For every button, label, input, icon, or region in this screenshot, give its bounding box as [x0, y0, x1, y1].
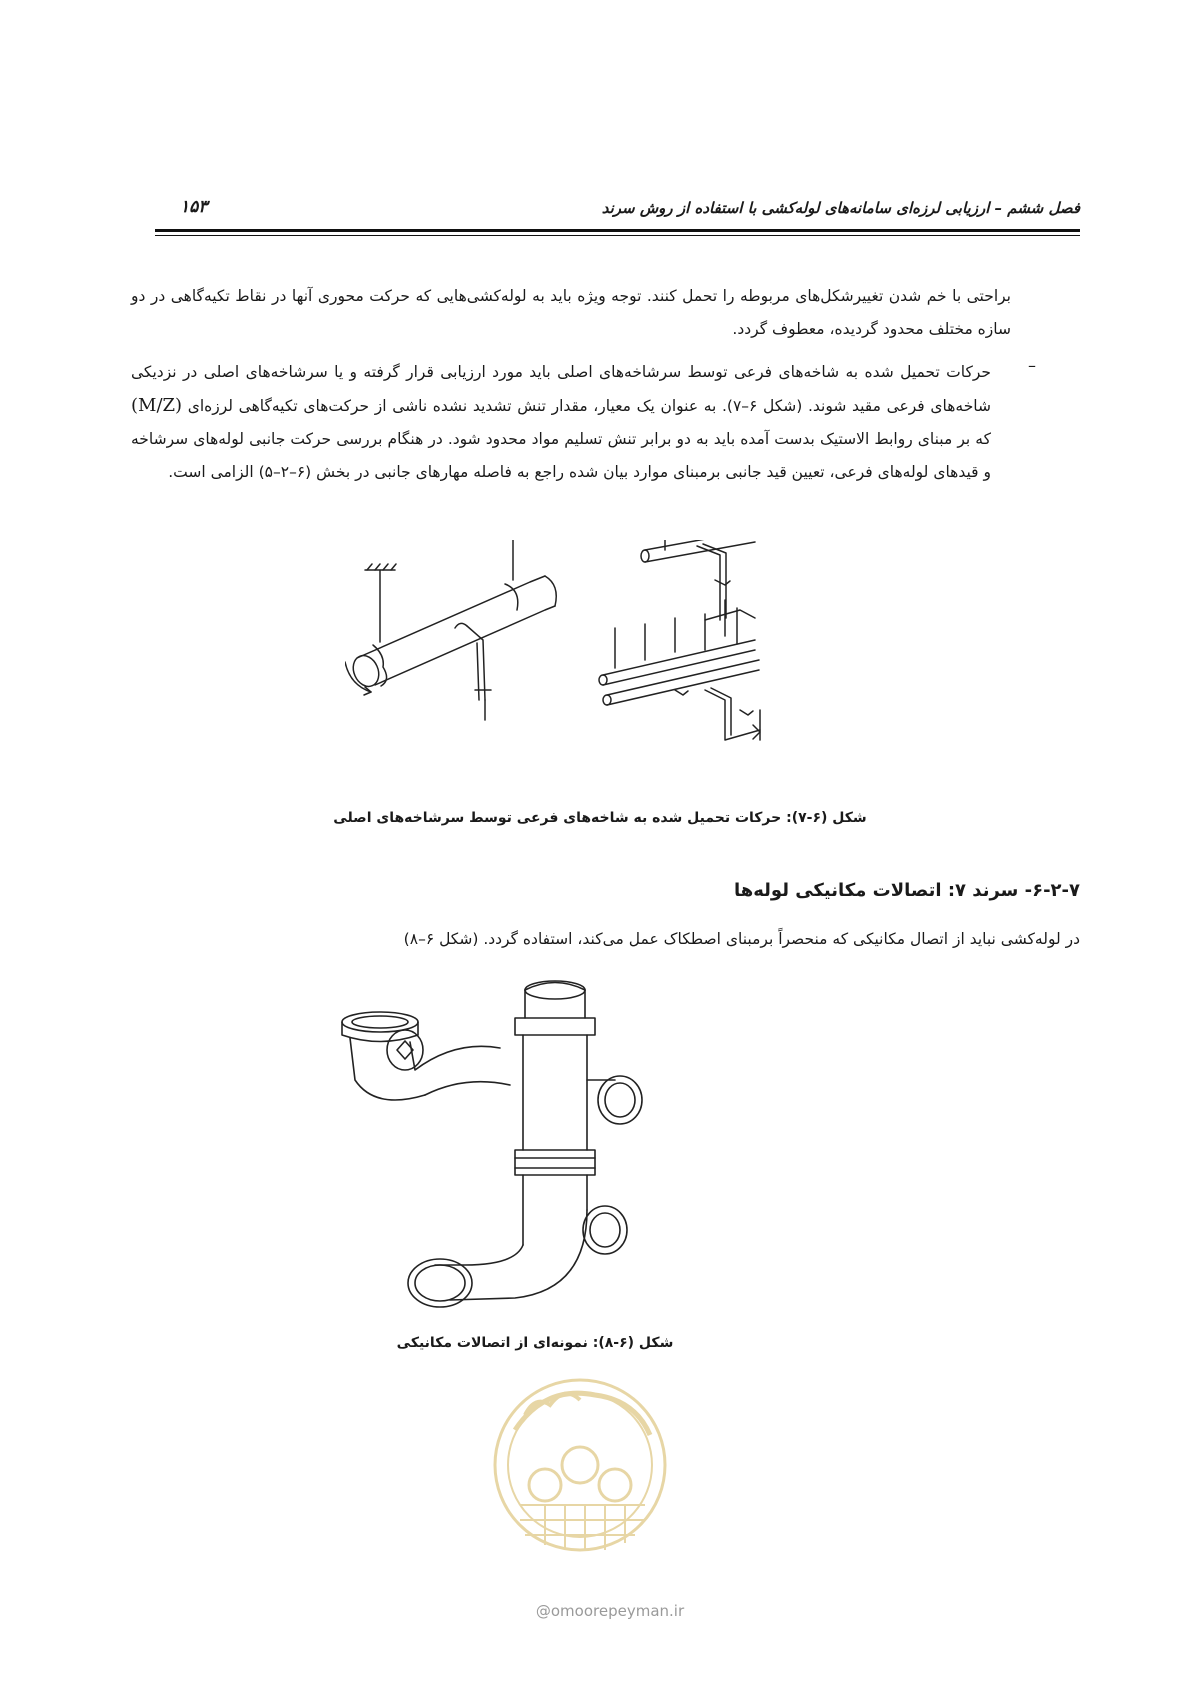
hanging-main-pipe-illustration: [345, 540, 556, 720]
figure-branch-movement-drawing: [345, 540, 825, 785]
body-paragraph-1: براحتی با خم شدن تغییرشکل‌های مربوطه را تحمل کنند. توجه ویژه باید به لوله‌کشی‌هایی که حرکت محوری آنها در نقاط تکیه‌گاهی در دو سازه مختلف محدود گردیده، معطوف گردد.: [131, 287, 1011, 338]
paragraph-2-part-1: حرکات تحمیل شده به شاخه‌های فرعی توسط سرشاخه‌های اصلی باید مورد ارزیابی قرار گرفته و یا سرشاخه‌های اصلی در نزدیکی شاخه‌های فرعی مقید شوند. (شکل ۶–۷). به عنوان یک معیار، مقدار تنش تشدید نشده ناشی از حرکت‌های تکیه‌گاهی لرزه‌ای: [131, 363, 991, 415]
running-header-title: فصل ششم – ارزیابی لرزه‌ای سامانه‌های لوله‌کشی با استفاده از روش سرند: [601, 199, 1080, 217]
watermark-site: @omoorepeyman.ir: [535, 1602, 685, 1620]
figure-1-caption: شکل (۶-۷): حرکات تحمیل شده به شاخه‌های فرعی توسط سرشاخه‌های اصلی: [333, 810, 867, 826]
figure-mechanical-joint-drawing: [315, 980, 755, 1320]
header-rule-thick: [155, 229, 1080, 232]
body-paragraph-3: در لوله‌کشی نباید از اتصال مکانیکی که منحصراً برمبنای اصطکاک عمل می‌کند، استفاده گردد. (شکل ۶–۸): [403, 930, 1080, 948]
section-heading: ۶-۲-۷- سرند ۷: اتصالات مکانیکی لوله‌ها: [734, 880, 1080, 901]
page-number: ۱۵۳: [180, 197, 208, 217]
branch-pipe-network-illustration: [599, 540, 760, 740]
watermark-logo: [485, 1345, 695, 1595]
paragraph-2-part-2: که بر مبنای روابط الاستیک بدست آمده باید به دو برابر تنش تسلیم مواد محدود شود. در هنگام بررسی حرکت جانبی لوله‌های سرشاخه و قیدهای لوله‌های فرعی، تعیین قید جانبی برمبنای موارد بیان شده راجع به فاصله مهارهای جانبی در بخش (۶–۲–۵) الزامی است.: [131, 430, 991, 481]
mechanical-coupling-illustration: [342, 981, 642, 1307]
header-rule-thin: [155, 235, 1080, 236]
formula-mz: (M/Z): [131, 395, 183, 416]
body-paragraph-2: [131, 356, 991, 489]
figure-2-caption: شکل (۶-۸): نمونه‌ای از اتصالات مکانیکی: [396, 1335, 674, 1351]
bullet-marker: –: [1028, 356, 1036, 375]
